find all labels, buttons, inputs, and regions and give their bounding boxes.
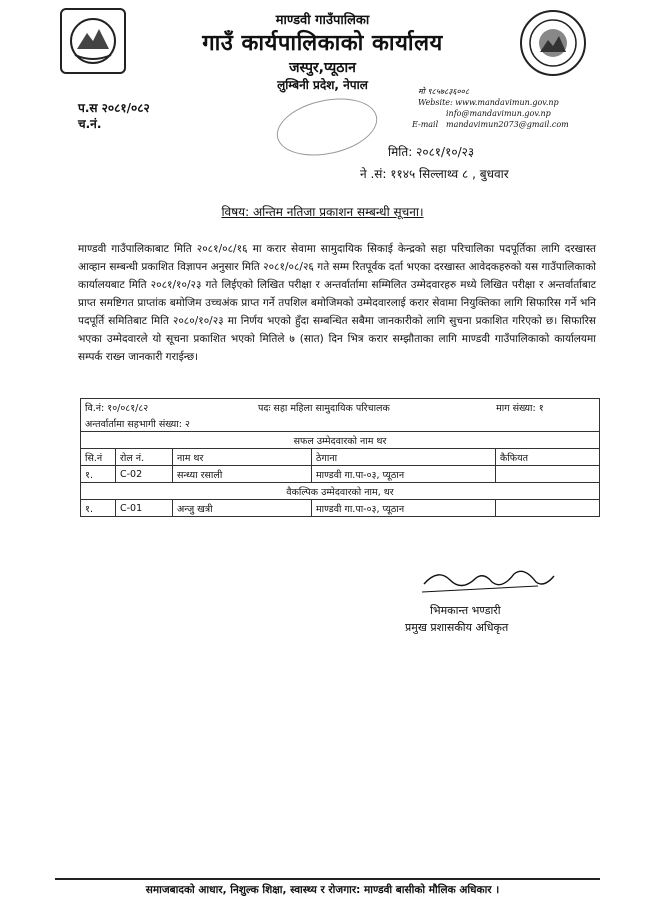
- table-cell: माण्डवी गा.पा-०३, प्यूठान: [312, 466, 496, 483]
- signatory-name: भिमकान्त भण्डारी: [430, 604, 501, 617]
- email-1: info@mandavimun.gov.np: [446, 109, 551, 118]
- table-header-row: [81, 449, 600, 466]
- table-row: [81, 432, 600, 449]
- municipality-name: माण्डवी गाउँपालिका: [275, 13, 370, 28]
- table-cell: सन्ध्या रसाली: [173, 466, 312, 483]
- table-row: [81, 500, 600, 517]
- table-row: [81, 415, 600, 432]
- phone-number: मो ९८५७८३६००८: [418, 87, 469, 96]
- vigyapan-number: वि.नं: १०/०८१/८२: [85, 402, 149, 414]
- office-stamp: [272, 90, 383, 164]
- table-cell: C-02: [116, 466, 173, 483]
- result-table: [80, 398, 600, 517]
- post-name: पदः सहा महिला सामुदायिक परिचालक: [258, 402, 390, 414]
- alternate-heading: वैकल्पिक उम्मेदवारको नाम, थर: [81, 483, 600, 500]
- successful-heading: सफल उम्मेदवारको नाम थर: [81, 432, 600, 449]
- signatory-title: प्रमुख प्रशासकीय अधिकृत: [405, 621, 509, 634]
- email-2: mandavimun2073@gmail.com: [446, 120, 569, 129]
- office-title: गाउँ कार्यपालिकाको कार्यालय: [202, 31, 443, 56]
- column-header: ठेगाना: [312, 449, 496, 466]
- contact-block: [412, 86, 569, 130]
- table-cell: [496, 500, 600, 517]
- subject-line: विषय: अन्तिम नतिजा प्रकाशन सम्बन्धी सूचना।: [221, 205, 424, 219]
- date-nepal-sambat: ने .सं: ११४५ सिल्लाथ्व ८ , बुधवार: [360, 167, 509, 181]
- handwritten-signature: [418, 562, 558, 600]
- table-cell: अन्जु खत्री: [173, 500, 312, 517]
- website: Website: www.mandavimun.gov.np: [418, 98, 559, 107]
- patra-sankhya: प.स २०८१/०८२: [78, 101, 150, 115]
- interview-count: अन्तर्वार्तामा सहभागी संख्या: २: [81, 415, 600, 432]
- reference-block: [78, 100, 150, 132]
- table-cell: १.: [81, 466, 116, 483]
- column-header: रोल नं.: [116, 449, 173, 466]
- table-row: [81, 466, 600, 483]
- footer-divider: [55, 878, 600, 880]
- email-label: E-mail: [412, 120, 439, 129]
- table-cell: C-01: [116, 500, 173, 517]
- footer-slogan: समाजबादको आधार, निशुल्क शिक्षा, स्वास्थ्य र रोजगार: माण्डवी बासीको मौलिक अधिकार ।: [145, 884, 500, 896]
- table-row: [81, 399, 600, 416]
- chalani-number: च.नं.: [78, 117, 102, 131]
- table-cell: १.: [81, 500, 116, 517]
- column-header: सि.नं: [81, 449, 116, 466]
- demand-count: माग संख्या: १: [496, 402, 544, 414]
- column-header: कैफियत: [496, 449, 600, 466]
- notice-body: माण्डवी गाउँपालिकाबाट मिति २०८१/०८/१६ मा करार सेवामा सामुदायिक सिकाई केन्द्रको सहा परिचालिका पदपूर्तिका लागि दरखास्त आव्हान सम्बन्धी प्रकाशित विज्ञापन अनुसार मिति २०८१/०८/२६ गते सम्म रितपूर्वक दर्ता भएका दरखास्त आवेदकहरुको यस गाउँपालिकाको कार्यालयबाट मिति २०८१/१०/२३ गते लिईएको लिखित परीक्षा र अन्तर्वार्तामा सम्मिलित उम्मेदवारहरु मध्ये लिखित परीक्षा र अन्तर्वार्ताबाट प्राप्त समष्टिगत प्राप्तांक बमोजिम उच्चअंक प्राप्त गर्ने तपशिल बमोजिमको उम्मेदवारलाई करार सेवामा नियुक्तिका लागि सिफारिस गर्ने भनि पदपूर्ति समितिबाट मिति २०८०/१०/२३ मा निर्णय भएको हुँदा सम्बन्धित सबैमा जानकारीको लागि सुचना प्रकाशित गरिएको छ। सिफारिस भएका उम्मेदवारले यो सूचना प्रकाशित भएको मितिले ७ (सात) दिन भित्र करार सम्झौताका लागि माण्डवी गाउँपालिकाको कार्यालयमा सम्पर्क राख्न जानकारी गराईन्छ।: [78, 243, 596, 363]
- province: लुम्बिनी प्रदेश, नेपाल: [277, 78, 368, 92]
- table-cell: माण्डवी गा.पा-०३, प्यूठान: [312, 500, 496, 517]
- office-address: जस्पुर,प्यूठान: [289, 60, 356, 76]
- column-header: नाम थर: [173, 449, 312, 466]
- table-row: [81, 483, 600, 500]
- table-cell: [496, 466, 600, 483]
- date-miti: मिति: २०८१/१०/२३: [388, 145, 475, 159]
